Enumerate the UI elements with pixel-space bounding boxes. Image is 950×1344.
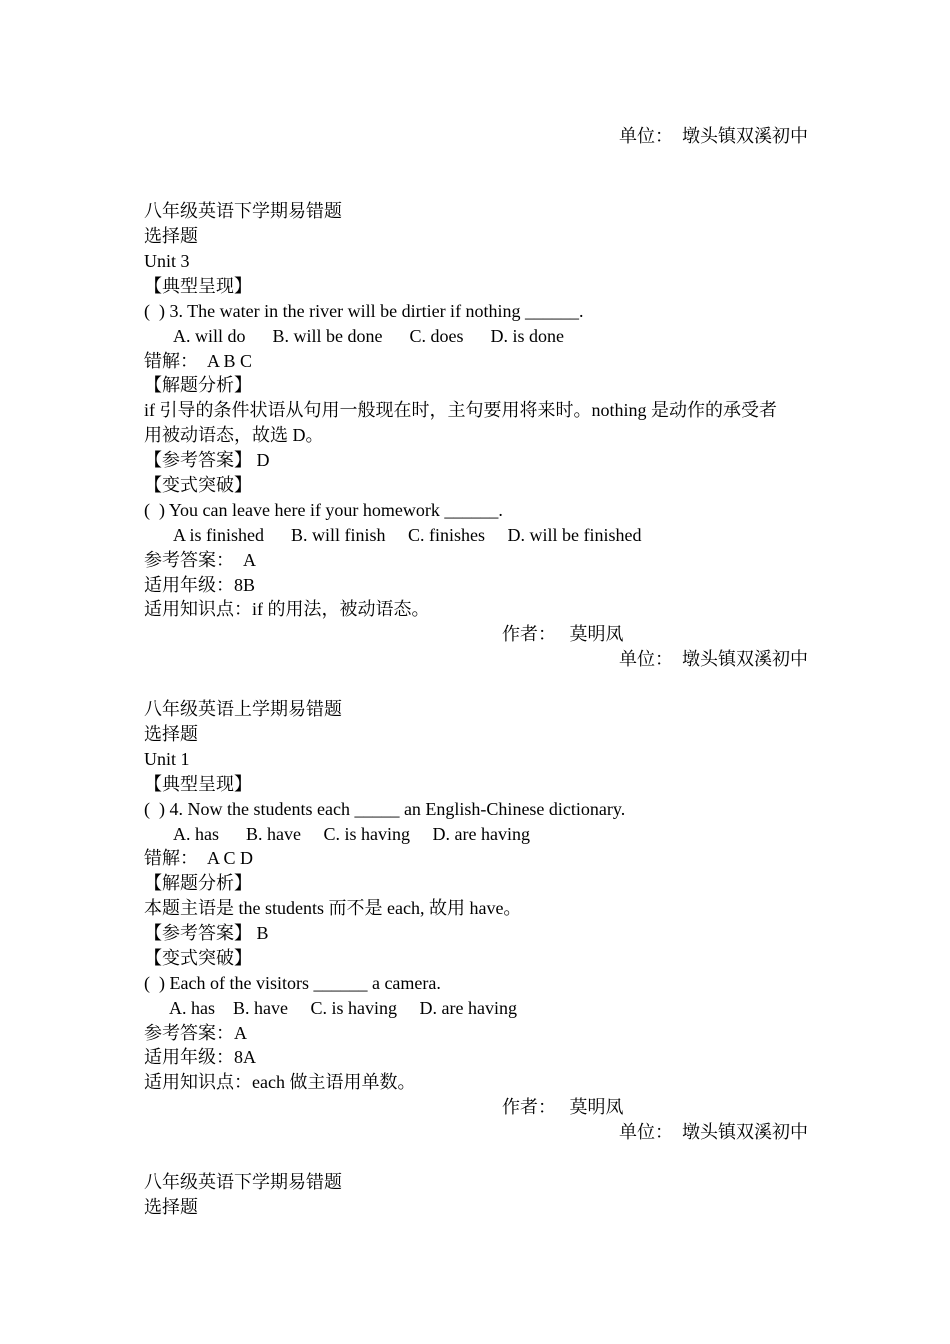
- section-1-typical-label: 【典型呈现】: [144, 276, 252, 296]
- section-2-variant-answer: 参考答案：A: [144, 1023, 247, 1043]
- section-2-knowledge: 适用知识点：each 做主语用单数。: [144, 1072, 416, 1092]
- section-2-grade: 适用年级：8A: [144, 1047, 256, 1067]
- section-1-question: ( ) 3. The water in the river will be dirtier if nothing ______.: [144, 301, 584, 321]
- section-2-options: A. has B. have C. is having D. are having: [173, 824, 530, 844]
- section-1-knowledge: 适用知识点：if 的用法，被动语态。: [144, 599, 430, 619]
- section-2-author: 作者： 莫明凤: [502, 1097, 624, 1117]
- section-2-unit-line: 单位： 墩头镇双溪初中: [619, 1122, 808, 1142]
- section-3-type: 选择题: [144, 1197, 198, 1217]
- section-2-answer: 【参考答案】 B: [144, 923, 269, 943]
- section-1-author: 作者： 莫明凤: [502, 624, 624, 644]
- section-1-wrong-answer: 错解： A B C: [144, 351, 253, 371]
- section-1-type: 选择题: [144, 226, 198, 246]
- section-1-variant-question: ( ) You can leave here if your homework ______.: [144, 500, 503, 520]
- section-1-options: A. will do B. will be done C. does D. is done: [173, 326, 564, 346]
- section-2-heading: 八年级英语上学期易错题: [144, 699, 342, 719]
- section-1-variant-label: 【变式突破】: [144, 475, 252, 495]
- section-1-grade: 适用年级：8B: [144, 575, 256, 595]
- top-unit-line: 单位： 墩头镇双溪初中: [619, 126, 808, 146]
- section-3-heading: 八年级英语下学期易错题: [144, 1172, 342, 1192]
- section-1-variant-answer: 参考答案： A: [144, 550, 256, 570]
- section-2-variant-label: 【变式突破】: [144, 948, 252, 968]
- section-2-typical-label: 【典型呈现】: [144, 774, 252, 794]
- section-1-variant-options: A is finished B. will finish C. finishes D. will be finished: [173, 525, 642, 545]
- section-2-type: 选择题: [144, 724, 198, 744]
- section-2-analysis-line-1: 本题主语是 the students 而不是 each, 故用 have。: [144, 898, 522, 918]
- section-1-unit-line: 单位： 墩头镇双溪初中: [619, 649, 808, 669]
- section-2-analysis-label: 【解题分析】: [144, 873, 252, 893]
- section-1-heading: 八年级英语下学期易错题: [144, 201, 342, 221]
- section-1-analysis-line-2: 用被动语态，故选 D。: [144, 425, 324, 445]
- section-2-wrong-answer: 错解： A C D: [144, 848, 254, 868]
- section-1-answer: 【参考答案】 D: [144, 450, 270, 470]
- section-2-variant-question: ( ) Each of the visitors ______ a camera.: [144, 973, 441, 993]
- section-1-unit: Unit 3: [144, 251, 190, 271]
- section-1-analysis-label: 【解题分析】: [144, 375, 252, 395]
- section-1-analysis-line-1: if 引导的条件状语从句用一般现在时，主句要用将来时。nothing 是动作的承受者: [144, 400, 777, 420]
- section-2-variant-options: A. has B. have C. is having D. are having: [169, 998, 517, 1018]
- section-2-unit: Unit 1: [144, 749, 190, 769]
- section-2-question: ( ) 4. Now the students each _____ an English-Chinese dictionary.: [144, 799, 626, 819]
